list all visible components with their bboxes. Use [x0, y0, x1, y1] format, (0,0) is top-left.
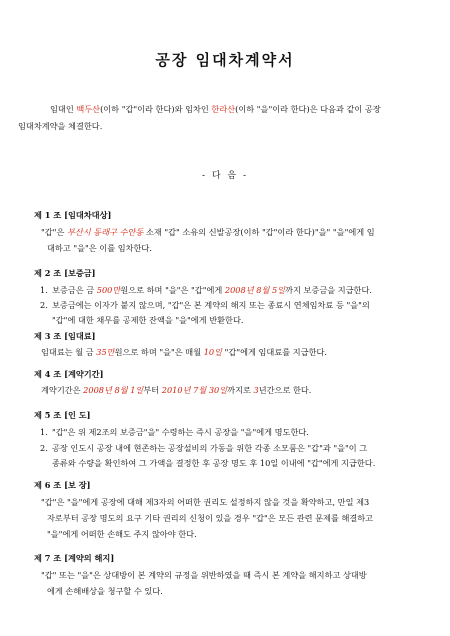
article-text: 임대료는 월 금 [41, 347, 97, 357]
article-5-item-2 [40, 440, 432, 456]
article-2-item-2-line-2: "갑"에 대한 채무를 공제한 잔액을 "을"에게 반환한다. [52, 315, 244, 325]
deposit-date: 2008년 8월 5일 [224, 285, 286, 295]
article-7-title: 제 7 조 [계약의 해지] [34, 553, 115, 563]
article-4-body [41, 382, 431, 398]
article-text: 보증금에는 이자가 붙지 않으며, "갑"은 본 계약의 해지 또는 종료시 연체임차료 등 "을"의 [52, 300, 370, 310]
article-4-title: 제 4 조 [계약기간] [34, 369, 104, 379]
article-5-item-2-line-2: 종류와 수량을 확인하여 그 가액을 결정한 후 공장 명도 후 10일 이내에 "갑"에게 지급한다. [52, 458, 376, 468]
document-title: 공장 임대차계약서 [155, 51, 295, 69]
contract-years: 3 [253, 385, 259, 395]
item-number: 1. [40, 427, 48, 437]
article-6-title: 제 6 조 [보 장] [34, 480, 91, 490]
article-7-line-1: "갑" 또는 "을"은 상대방이 본 계약의 규정을 위반하였을 때 즉시 본 계약을 해지하고 상대방 [41, 570, 367, 580]
article-text: 까지로 [227, 385, 254, 395]
intro-paragraph [18, 101, 424, 135]
article-1-body [41, 224, 431, 240]
article-text: 년간으로 한다. [258, 385, 312, 395]
contract-end-date: 2010년 7월 30일 [161, 385, 228, 395]
article-5-item-1 [40, 424, 432, 440]
item-number: 1. [40, 285, 48, 295]
article-1-title: 제 1 조 [임대차대상] [34, 210, 112, 220]
article-1-line-2: 대하고 "을"은 이를 임차한다. [47, 243, 152, 253]
article-text: "갑"은 위 제2조의 보증금"을" 수령하는 즉시 공장을 "을"에게 명도한다. [52, 427, 309, 437]
article-7-line-2: 에게 손해배상을 청구할 수 있다. [47, 586, 163, 596]
article-text: 공장 인도시 공장 내에 현존하는 공장설비의 가동을 위한 각종 소모품은 "갑"과 "을"이 그 [52, 443, 368, 453]
article-6-line-3: "을"에게 어떠한 손해도 주지 않아야 한다. [47, 529, 197, 539]
article-6-line-1: "갑"은 "을"에게 공장에 대해 제3자의 어떠한 권리도 설정하지 않을 것을 확약하고, 만일 제3 [41, 497, 370, 507]
property-address: 부산시 동래구 수안동 [66, 227, 144, 237]
article-text: 계약기간은 [41, 385, 84, 395]
article-text: 원으로 하며 "을"은 매월 [114, 347, 204, 357]
article-text: 까지 보증금을 지급한다. [285, 285, 372, 295]
article-text: 소재 "갑" 소유의 신발공장(이하 "갑"이라 한다)"을" "을"에게 임 [143, 227, 375, 237]
intro-text: 임대차계약을 체결한다. [18, 121, 103, 131]
article-3-body [41, 344, 431, 360]
article-2-item-2 [40, 297, 432, 313]
article-text: "갑"에게 임대료를 지급한다. [222, 347, 327, 357]
rent-amount: 35만 [96, 347, 115, 357]
rent-day: 10일 [203, 347, 223, 357]
lessee-name: 한라산 [211, 104, 236, 114]
article-6-line-2: 자로부터 공장 명도의 요구 기타 권리의 신청이 있을 경우 "갑"은 모든 관련 문제를 해결하고 [47, 513, 374, 523]
article-text: 원으로 하며 "을"은 "갑"에게 [120, 285, 225, 295]
article-text: "갑"은 [41, 227, 67, 237]
article-3-title: 제 3 조 [임대료] [34, 331, 96, 341]
article-text: 부터 [143, 385, 162, 395]
intro-text: 임대인 [50, 104, 77, 114]
article-2-item-1 [40, 282, 432, 298]
article-text: 보증금은 금 [52, 285, 97, 295]
intro-text: (이하 "을"이라 한다)은 다음과 같이 공장 [235, 104, 381, 114]
item-number: 2. [40, 443, 48, 453]
article-2-title: 제 2 조 [보증금] [34, 268, 96, 278]
article-5-title: 제 5 조 [인 도] [34, 410, 91, 420]
contract-start-date: 2008년 8월 1일 [83, 385, 144, 395]
lessor-name: 백두산 [76, 104, 101, 114]
dageum-heading: - 다 음 - [201, 171, 249, 181]
item-number: 2. [40, 300, 48, 310]
deposit-amount: 500만 [96, 285, 121, 295]
intro-text: (이하 "갑"이라 한다)와 임차인 [100, 104, 212, 114]
